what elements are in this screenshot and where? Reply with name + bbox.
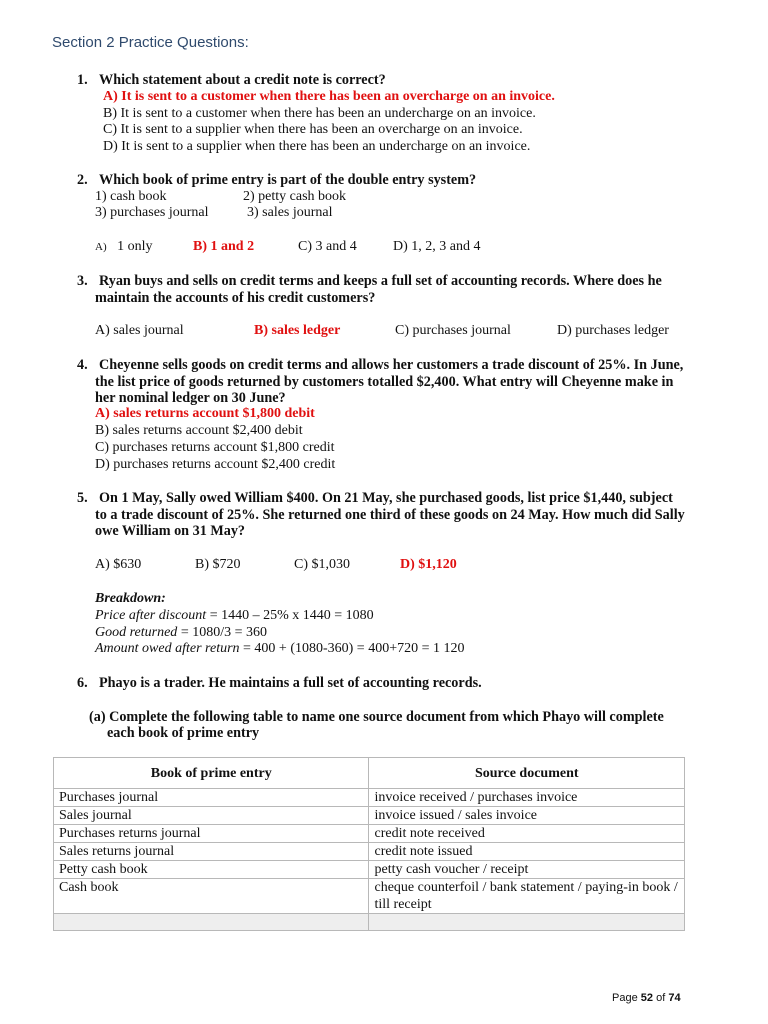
question-6a-line-2: each book of prime entry: [107, 725, 260, 741]
q5-answer-c: C) $1,030: [294, 557, 350, 572]
table-cell: Cash book: [54, 879, 369, 914]
q5-answer-b: B) $720: [195, 557, 241, 572]
question-5-line-2: to a trade discount of 25%. She returned one third of these goods on 24 May. How much did Sally: [95, 507, 685, 523]
table-row: [54, 807, 685, 825]
column-header: Source document: [369, 758, 685, 789]
question-1-text: Which statement about a credit note is correct?: [99, 72, 386, 88]
q2-answer-b: B) 1 and 2: [193, 239, 255, 254]
question-6a-line-1: (a) Complete the following table to name one source document from which Phayo will complete: [89, 709, 664, 725]
table-cell: Sales returns journal: [54, 843, 369, 861]
question-4-line-2: the list price of goods returned by customers totalled $2,400. What entry will Cheyenne make in: [95, 374, 674, 390]
breakdown-line: Price after discount = 1440 – 25% x 1440 = 1080: [95, 608, 374, 623]
question-5-line-1: On 1 May, Sally owed William $400. On 21 May, she purchased goods, list price $1,440, subject: [99, 490, 673, 506]
q2-answer-c: C) 3 and 4: [298, 239, 357, 254]
table-cell: invoice received / purchases invoice: [369, 789, 685, 807]
table-cell: [54, 914, 369, 931]
question-3-line-1: Ryan buys and sells on credit terms and keeps a full set of accounting records. Where does he: [99, 273, 662, 289]
q3-answer-c: C) purchases journal: [395, 323, 511, 338]
q4-option-c: C) purchases returns account $1,800 credit: [95, 440, 335, 455]
q4-option-a: A) sales returns account $1,800 debit: [95, 406, 315, 421]
q2-item-1: 1) cash book: [95, 189, 167, 204]
table-cell: Petty cash book: [54, 861, 369, 879]
prime-entry-table: [53, 757, 685, 931]
q2-item-4: 3) sales journal: [247, 205, 333, 220]
q1-option-a: A) It is sent to a customer when there has been an overcharge on an invoice.: [103, 89, 555, 104]
table-cell: Purchases journal: [54, 789, 369, 807]
breakdown-title: Breakdown:: [95, 591, 166, 606]
q2-item-2: 2) petty cash book: [243, 189, 347, 204]
q5-answer-d: D) $1,120: [400, 557, 457, 572]
question-2: 2. Which book of prime entry is part of the double entry system?: [77, 172, 477, 188]
q1-option-b: B) It is sent to a customer when there has been an undercharge on an invoice.: [103, 106, 536, 121]
q5-answer-a: A) $630: [95, 557, 142, 572]
q3-answer-b: B) sales ledger: [254, 323, 341, 338]
question-3: 3. Ryan buys and sells on credit terms and keeps a full set of accounting records. Where does he: [77, 273, 662, 289]
question-6: 6. Phayo is a trader. He maintains a full set of accounting records.: [77, 675, 482, 691]
table-row: [54, 843, 685, 861]
breakdown-line: Amount owed after return = 400 + (1080-360) = 400+720 = 1 120: [95, 641, 465, 656]
table-row: [54, 914, 685, 931]
question-5-line-3: owe William on 31 May?: [95, 523, 246, 539]
table-cell: credit note issued: [369, 843, 685, 861]
table-row: [54, 789, 685, 807]
question-6-text: Phayo is a trader. He maintains a full set of accounting records.: [99, 675, 482, 691]
breakdown-line: Good returned = 1080/3 = 360: [95, 625, 267, 640]
table-cell: Sales journal: [54, 807, 369, 825]
table-row: [54, 879, 685, 914]
q4-option-b: B) sales returns account $2,400 debit: [95, 423, 303, 438]
q3-answer-a: A) sales journal: [95, 323, 184, 338]
question-1: 1. Which statement about a credit note is correct?: [77, 72, 386, 88]
q1-option-c: C) It is sent to a supplier when there has been an overcharge on an invoice.: [103, 122, 523, 137]
question-4-line-3: her nominal ledger on 30 June?: [95, 390, 286, 406]
q4-option-d: D) purchases returns account $2,400 credit: [95, 457, 336, 472]
table-cell: cheque counterfoil / bank statement / paying-in book / till receipt: [369, 879, 685, 914]
question-5: 5. On 1 May, Sally owed William $400. On 21 May, she purchased goods, list price $1,440, subject: [77, 490, 673, 506]
question-3-line-2: maintain the accounts of his credit customers?: [95, 290, 376, 306]
page-number: Page 52 of 74: [612, 992, 681, 1004]
column-header: Book of prime entry: [54, 758, 369, 789]
question-2-text: Which book of prime entry is part of the double entry system?: [99, 172, 477, 188]
table-cell: [369, 914, 685, 931]
q2-answer-d: D) 1, 2, 3 and 4: [393, 239, 481, 254]
table-cell: invoice issued / sales invoice: [369, 807, 685, 825]
q1-option-d: D) It is sent to a supplier when there has been an undercharge on an invoice.: [103, 139, 531, 154]
q2-answer-a: A) 1 only: [95, 239, 153, 254]
table-row: [54, 825, 685, 843]
table-cell: credit note received: [369, 825, 685, 843]
section-title: Section 2 Practice Questions:: [52, 34, 249, 51]
table-cell: petty cash voucher / receipt: [369, 861, 685, 879]
question-4-line-1: Cheyenne sells goods on credit terms and allows her customers a trade discount of 25%. In June,: [99, 357, 684, 373]
table-cell: Purchases returns journal: [54, 825, 369, 843]
q3-answer-d: D) purchases ledger: [557, 323, 669, 338]
table-row: [54, 861, 685, 879]
table-header-row: [54, 758, 685, 789]
question-4: 4. Cheyenne sells goods on credit terms and allows her customers a trade discount of 25%. In June,: [77, 357, 684, 373]
q2-item-3: 3) purchases journal: [95, 205, 209, 220]
